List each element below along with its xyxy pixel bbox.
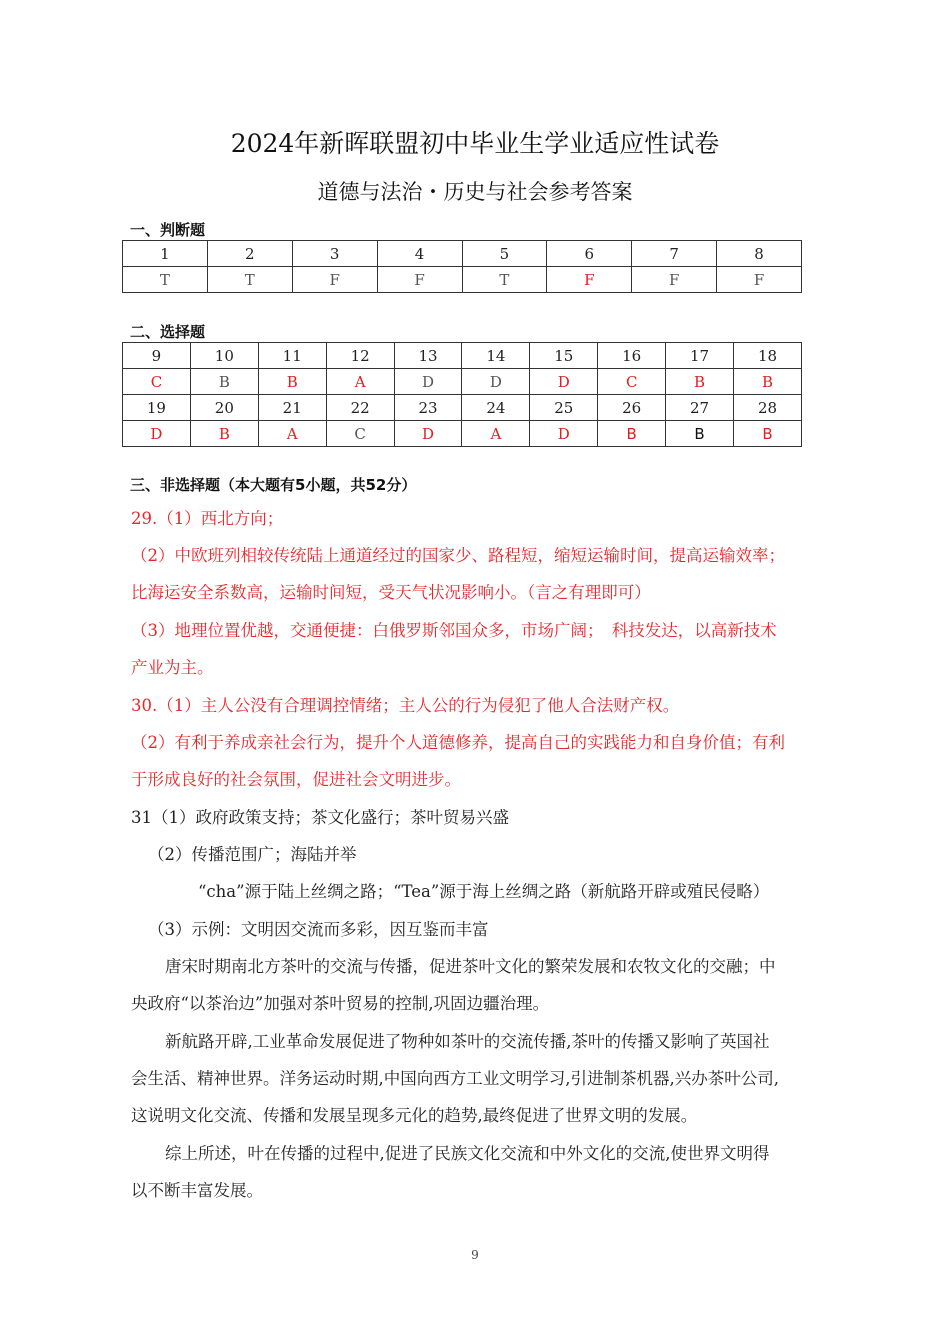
table-row [123,241,802,267]
table-row [123,421,802,447]
document-subtitle: 道德与法治・历史与社会参考答案 [317,180,633,204]
question-number: 27 [666,395,734,421]
section1-heading: 一、判断题 [130,221,206,239]
question-number: 16 [598,343,666,369]
question-number: 28 [734,395,802,421]
answer-cell: A [462,421,530,447]
answer-cell: B [190,421,258,447]
answer-cell: F [547,267,632,293]
answer-cell: D [394,369,462,395]
question-number: 4 [377,241,462,267]
question-number: 1 [123,241,208,267]
answer-cell: C [326,421,394,447]
answer-cell: D [530,421,598,447]
answer-cell: D [530,369,598,395]
question-number: 5 [462,241,547,267]
true-false-answer-table [122,240,802,293]
answer-29-3-cont: 产业为主。 [131,658,214,677]
answer-29-2: （2）中欧班列相较传统陆上通道经过的国家少、路程短，缩短运输时间，提高运输效率； [131,546,785,565]
table-row [123,267,802,293]
question-number: 8 [717,241,802,267]
answer-cell: A [258,421,326,447]
question-number: 2 [207,241,292,267]
question-number: 19 [123,395,191,421]
table-row [123,395,802,421]
answer-31-2: （2）传播范围广；海陆并举 [148,845,357,864]
question-number: 25 [530,395,598,421]
page-number: 9 [471,1248,479,1262]
answer-cell: F [292,267,377,293]
answer-29-1: 29.（1）西北方向； [131,509,284,528]
table-row [123,343,802,369]
answer-31-3-conclusion-cont: 以不断丰富发展。 [131,1181,263,1200]
answer-cell: T [462,267,547,293]
answer-cell: F [632,267,717,293]
document-title: 2024年新晖联盟初中毕业生学业适应性试卷 [230,129,720,158]
question-number: 17 [666,343,734,369]
answer-cell: B [666,421,734,447]
answer-31-3-conclusion: 综上所述，叶在传播的过程中,促进了民族文化交流和中外文化的交流,使世界文明得 [165,1144,770,1163]
answer-31-3-para2-end: 这说明文化交流、传播和发展呈现多元化的趋势,最终促进了世界文明的发展。 [131,1106,698,1125]
answer-29-3: （3）地理位置优越，交通便捷：白俄罗斯邻国众多，市场广阔； 科技发达，以高新技术 [131,621,777,640]
answer-cell: T [123,267,208,293]
question-number: 10 [190,343,258,369]
answer-cell: A [326,369,394,395]
question-number: 9 [123,343,191,369]
answer-29-2-cont: 比海运安全系数高，运输时间短，受天气状况影响小。（言之有理即可） [131,583,651,602]
answer-30-1: 30.（1）主人公没有合理调控情绪；主人公的行为侵犯了他人合法财产权。 [131,696,680,715]
question-number: 21 [258,395,326,421]
question-number: 11 [258,343,326,369]
question-number: 24 [462,395,530,421]
answer-31-3-para1: 唐宋时期南北方茶叶的交流与传播，促进茶叶文化的繁荣发展和农牧文化的交融；中 [165,957,776,976]
question-number: 12 [326,343,394,369]
question-number: 14 [462,343,530,369]
question-number: 7 [632,241,717,267]
answer-cell: F [717,267,802,293]
answer-cell: D [462,369,530,395]
answer-cell: B [666,369,734,395]
question-number: 6 [547,241,632,267]
question-number: 3 [292,241,377,267]
answer-cell: B [734,421,802,447]
multiple-choice-answer-table [122,342,802,447]
question-number: 26 [598,395,666,421]
answer-31-3-para1-cont: 央政府“以茶治边”加强对茶叶贸易的控制,巩固边疆治理。 [131,994,550,1013]
answer-cell: B [734,369,802,395]
question-number: 18 [734,343,802,369]
answer-31-3-para2: 新航路开辟,工业革命发展促进了物种如茶叶的交流传播,茶叶的传播又影响了英国社 [165,1032,770,1051]
answer-cell: D [394,421,462,447]
answer-31-1: 31（1）政府政策支持；茶文化盛行；茶叶贸易兴盛 [131,808,509,827]
section3-heading: 三、非选择题（本大题有5小题，共52分） [130,476,417,494]
answer-cell: B [598,421,666,447]
question-number: 23 [394,395,462,421]
answer-cell: B [258,369,326,395]
question-number: 22 [326,395,394,421]
table-row [123,369,802,395]
answer-cell: D [123,421,191,447]
answer-31-2-detail: “cha”源于陆上丝绸之路；“Tea”源于海上丝绸之路（新航路开辟或殖民侵略） [198,882,770,901]
answer-30-2: （2）有利于养成亲社会行为，提升个人道德修养，提高自己的实践能力和自身价值；有利 [131,733,785,752]
answer-30-2-cont: 于形成良好的社会氛围，促进社会文明进步。 [131,770,461,789]
answer-31-3: （3）示例：文明因交流而多彩，因互鉴而丰富 [148,920,489,939]
answer-cell: T [207,267,292,293]
answer-cell: B [190,369,258,395]
question-number: 20 [190,395,258,421]
answer-cell: F [377,267,462,293]
answer-cell: C [598,369,666,395]
answer-cell: C [123,369,191,395]
question-number: 15 [530,343,598,369]
answer-31-3-para2-cont: 会生活、精神世界。洋务运动时期,中国向西方工业文明学习,引进制茶机器,兴办茶叶公司, [131,1069,779,1088]
question-number: 13 [394,343,462,369]
section2-heading: 二、选择题 [130,323,206,341]
